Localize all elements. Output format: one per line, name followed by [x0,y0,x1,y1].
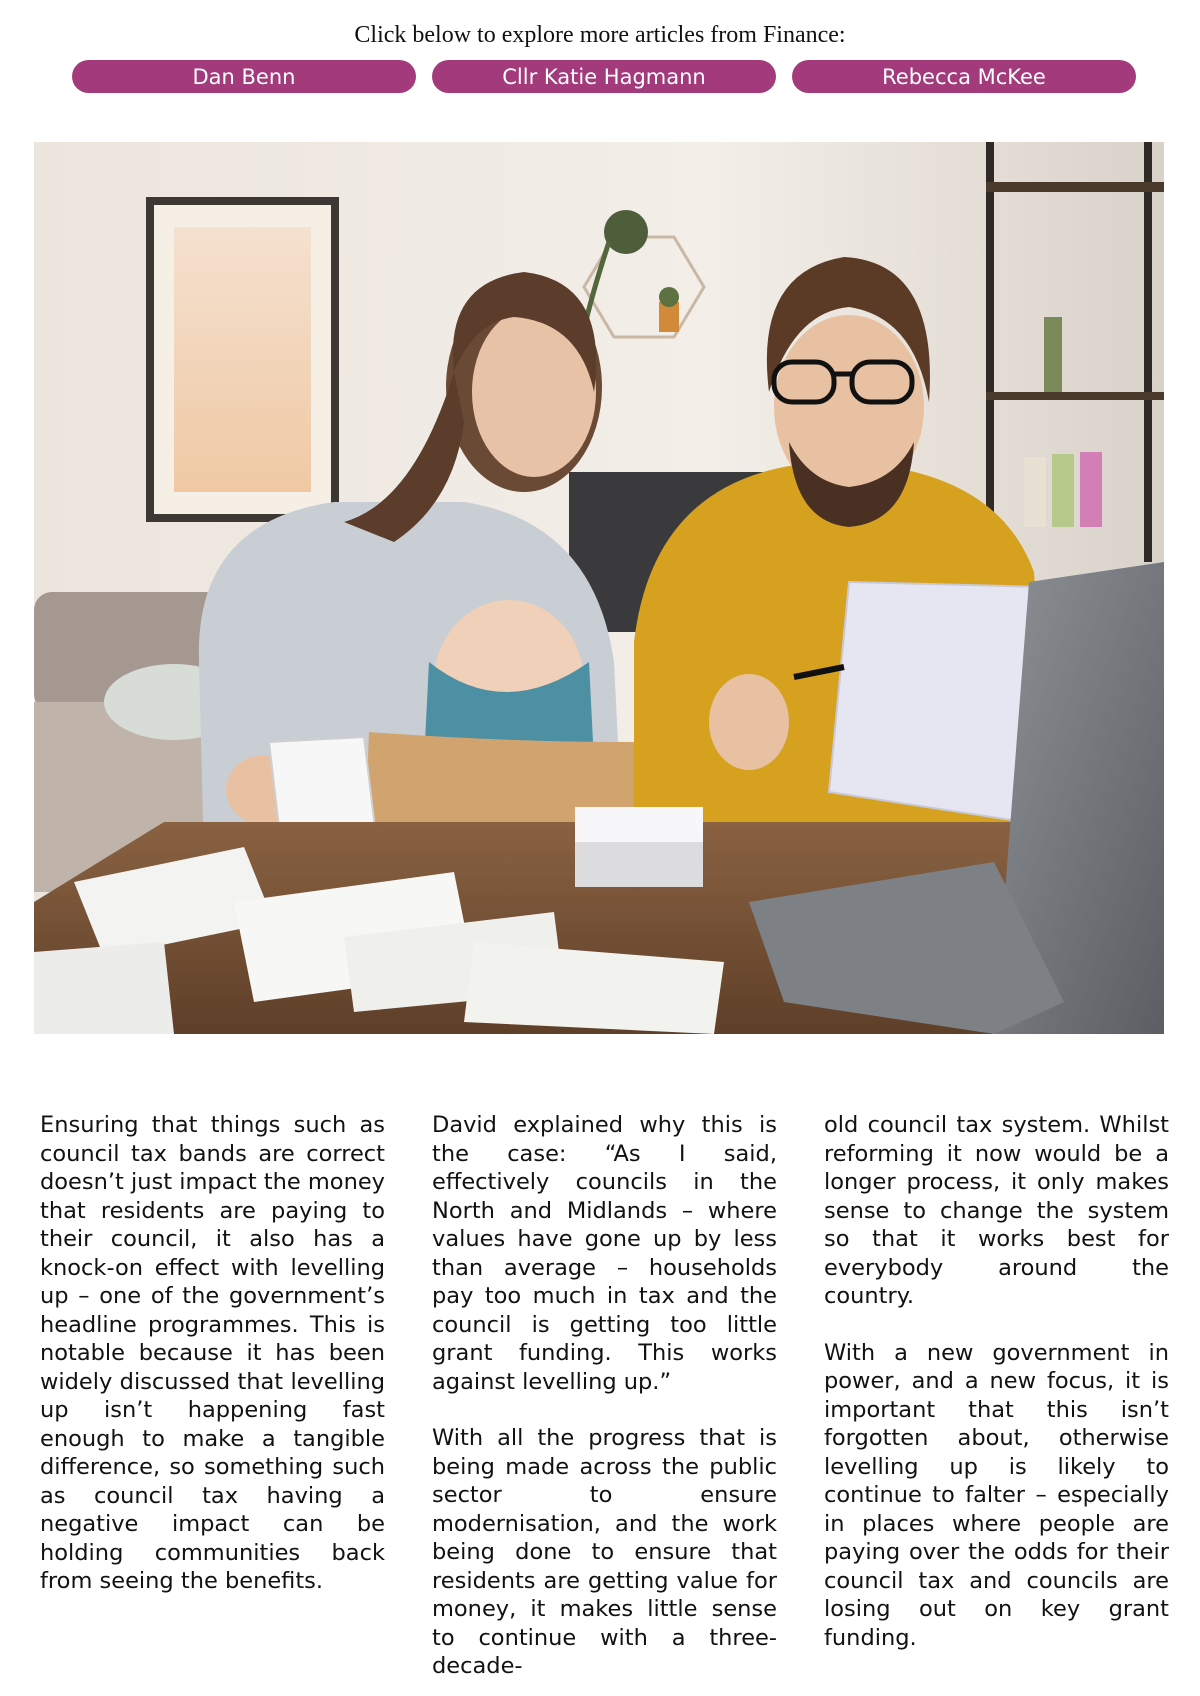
paragraph: Ensuring that things such as council tax bands are correct doesn’t just impact the money that residents are paying to their council, it also has a knock-on effect with levelling up – one of the government’s headline programmes. This is notable because it has been widely discussed that levelling up isn’t happening fast enough to make a tangible difference, so something such as council tax having a negative impact can be holding communities back from seeing the benefits. [40,1112,385,1594]
article-body [40,1111,1169,1681]
article-column-3 [824,1111,1169,1681]
article-photo [34,142,1164,1034]
article-column-1 [40,1111,385,1681]
paragraph: With a new government in power, and a new focus, it is important that this isn’t forgotten about, otherwise levelling up is likely to continue to falter – especially in places where people are paying over the odds for their council tax and councils are losing out on key grant funding. [824,1339,1169,1651]
paragraph: With all the progress that is being made across the public sector to ensure modernisation, and the work being done to ensure that residents are getting value for money, it makes little sense to continue with a three-decade- [432,1425,777,1679]
related-article-link-rebecca-mckee[interactable]: Rebecca McKee [792,60,1136,93]
related-articles-nav [72,60,1136,93]
article-column-2 [432,1111,777,1681]
paragraph: old council tax system. Whilst reforming it now would be a longer process, it only makes sense to change the system so that it works best for everybody around the country. [824,1112,1169,1309]
related-article-link-dan-benn[interactable]: Dan Benn [72,60,416,93]
header-intro: Click below to explore more articles from Finance: [354,22,846,48]
paragraph: David explained why this is the case: “As I said, effectively councils in the North and Midlands – where values have gone up by less than average – households pay too much in tax and the council is getting too little grant funding. This works against levelling up.” [432,1112,777,1395]
related-article-link-katie-hagmann[interactable]: Cllr Katie Hagmann [432,60,776,93]
